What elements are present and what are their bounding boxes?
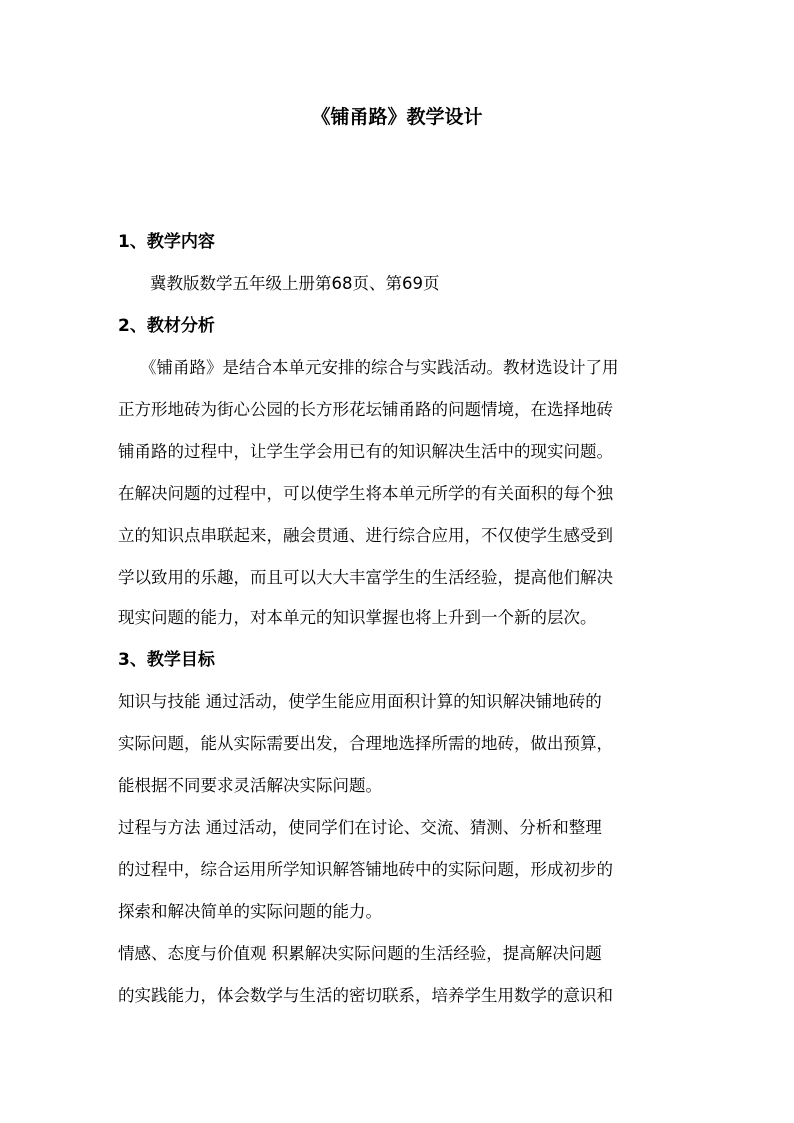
paragraph-line: 过程与方法 通过活动，使同学们在讨论、交流、猜测、分析和整理	[118, 818, 602, 837]
paragraph-line: 立的知识点串联起来，融会贯通、进行综合应用，不仅使学生感受到	[118, 526, 613, 545]
paragraph-line: 探索和解决简单的实际问题的能力。	[118, 902, 382, 921]
paragraph-line: 《铺甬路》是结合本单元安排的综合与实践活动。教材选设计了用	[140, 358, 619, 377]
paragraph-line: 情感、态度与价值观 积累解决实际问题的生活经验，提高解决问题	[118, 944, 602, 963]
paragraph-line: 的过程中，综合运用所学知识解答铺地砖中的实际问题，形成初步的	[118, 860, 613, 879]
paragraph-line: 能根据不同要求灵活解决实际问题。	[118, 776, 382, 795]
section-heading-objectives: 3、教学目标	[118, 650, 215, 670]
section-heading-analysis: 2、教材分析	[118, 316, 215, 336]
paragraph-line: 冀教版数学五年级上册第68页、第69页	[150, 274, 440, 293]
paragraph-line: 铺甬路的过程中，让学生学会用已有的知识解决生活中的现实问题。	[118, 442, 613, 461]
paragraph-line: 现实问题的能力，对本单元的知识掌握也将上升到一个新的层次。	[118, 608, 597, 627]
paragraph-line: 实际问题，能从实际需要出发，合理地选择所需的地砖，做出预算，	[118, 734, 613, 753]
paragraph-line: 的实践能力，体会数学与生活的密切联系，培养学生用数学的意识和	[118, 986, 613, 1005]
paragraph-line: 学以致用的乐趣，而且可以大大丰富学生的生活经验，提高他们解决	[118, 568, 613, 587]
paragraph-line: 在解决问题的过程中，可以使学生将本单元所学的有关面积的每个独	[118, 484, 613, 503]
paragraph-line: 正方形地砖为街心公园的长方形花坛铺甬路的问题情境，在选择地砖	[118, 400, 613, 419]
paragraph-line: 知识与技能 通过活动，使学生能应用面积计算的知识解决铺地砖的	[118, 692, 602, 711]
section-heading-content: 1、教学内容	[118, 232, 215, 252]
document-title: 《铺甬路》教学设计	[311, 106, 483, 128]
